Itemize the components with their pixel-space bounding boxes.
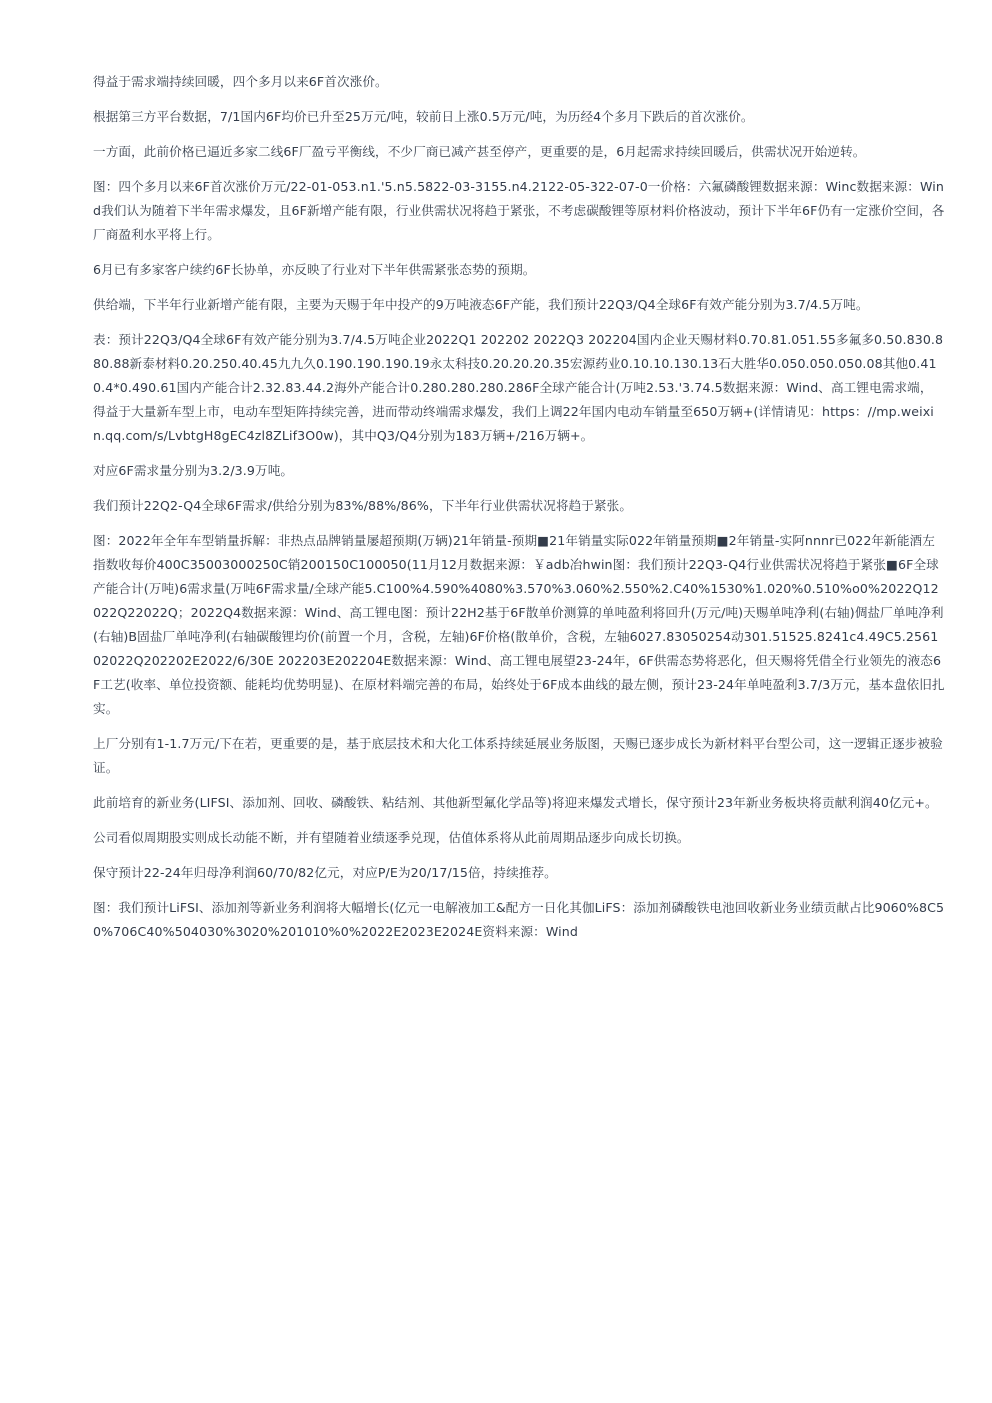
document-body bbox=[93, 70, 945, 955]
paragraph-figure-6f-price: 图：四个多月以来6F首次涨价万元/22-01-053.n1.'5.n5.5822-03-3155.n4.2122-05-322-07-0一价格：六氟磷酸锂数据来源：Winc数据来源：Wind我们认为随着下半年需求爆发，且6F新增产能有限，行业供需状况将趋于紧张，不考虑碳酸锂等原材料价格波动，预计下半年6F仍有一定涨价空间，各厂商盈利水平将上行。 bbox=[93, 179, 945, 242]
paragraph-table-capacity: 表：预计22Q3/Q4全球6F有效产能分别为3.7/4.5万吨企业2022Q1 202202 2022Q3 202204国内企业天赐材料0.70.81.051.55多氟多0.50.830.880.88新泰材料0.20.250.40.45九九久0.190.190.190.19永太科技0.20.20.20.35宏源药业0.10.10.130.13石大胜华0.050.050.050.08其他0.410.4*0.490.61国内产能合计2.32.83.44.2海外产能合计0.280.280.280.286F全球产能合计(万吨2.53.'3.74.5数据来源：Wind、高工锂电需求端，得益于大量新车型上市，电动车型矩阵持续完善，进而带动终端需求爆发，我们上调22年国内电动车销量至650万辆+(详情请见：https：//mp.weixin.qq.com/s/LvbtgH8gEC4zl8ZLif3O0w)，其中Q3/Q4分别为183万辆+/216万辆+。 bbox=[93, 332, 944, 443]
paragraph-new-business: 此前培育的新业务(LIFSI、添加剂、回收、磷酸铁、粘结剂、其他新型氟化学品等)将迎来爆发式增长，保守预计23年新业务板块将贡献利润40亿元+。 bbox=[93, 795, 938, 810]
paragraph-earnings-forecast: 保守预计22-24年归母净利润60/70/82亿元，对应P/E为20/17/15倍，持续推荐。 bbox=[93, 865, 557, 880]
paragraph-supply-side: 供给端，下半年行业新增产能有限，主要为天赐于年中投产的9万吨液态6F产能，我们预计22Q3/Q4全球6F有效产能分别为3.7/4.5万吨。 bbox=[93, 297, 869, 312]
paragraph-growth-switch: 公司看似周期股实则成长动能不断，并有望随着业绩逐季兑现，估值体系将从此前周期品逐步向成长切换。 bbox=[93, 830, 690, 845]
paragraph-third-party-price-data: 根据第三方平台数据，7/1国内6F均价已升至25万元/吨，较前日上涨0.5万元/吨，为历经4个多月下跌后的首次涨价。 bbox=[93, 109, 754, 124]
paragraph-6f-demand: 对应6F需求量分别为3.2/3.9万吨。 bbox=[93, 463, 294, 478]
paragraph-supply-demand-reversal: 一方面，此前价格已逼近多家二线6F厂盈亏平衡线，不少厂商已减产甚至停产，更重要的是，6月起需求持续回暖后，供需状况开始逆转。 bbox=[93, 144, 866, 159]
paragraph-6f-price-rise-headline: 得益于需求端持续回暖，四个多月以来6F首次涨价。 bbox=[93, 74, 388, 89]
paragraph-figure-new-business-profit: 图：我们预计LiFSI、添加剂等新业务利润将大幅增长(亿元一电解液加工&配方一日化其伽LiFS：添加剂磷酸铁电池回收新业务业绩贡献占比9060%8C50%706C40%504030%3020%201010%0%2022E2023E2024E资料来源：Wind bbox=[93, 900, 945, 939]
paragraph-supply-ratio: 我们预计22Q2-Q4全球6F需求/供给分别为83%/88%/86%，下半年行业供需状况将趋于紧张。 bbox=[93, 498, 633, 513]
paragraph-platform-company: 上厂分别有1-1.7万元/下在若，更重要的是，基于底层技术和大化工体系持续延展业务版图，天赐已逐步成长为新材料平台型公司，这一逻辑正逐步被验证。 bbox=[93, 736, 943, 775]
paragraph-long-term-contracts: 6月已有多家客户续约6F长协单，亦反映了行业对下半年供需紧张态势的预期。 bbox=[93, 262, 536, 277]
paragraph-figures-sales-profit: 图：2022年全年车型销量拆解：非热点品牌销量屡超预期(万辆)21年销量-预期■21年销量实际022年销量预期■2年销量-实阿nnnr已022年新能酒左指数收每价400C35003000250C销200150C100050(11月12月数据来源：￥adb冶hwin图：我们预计22Q3-Q4行业供需状况将趋于紧张■6F全球产能合计(万吨)6需求量(万吨6F需求量/全球产能5.C100%4.590%4080%3.570%3.060%2.550%2.C40%1530%1.020%0.510%o0%2022Q12022Q22022Q；2022Q4数据来源：Wind、高工锂电图：预计22H2基于6F散单价测算的单吨盈利将回升(万元/吨)天赐单吨净利(右轴)倜盐厂单吨净利(右轴)B固盐厂单吨净利(右轴碳酸锂均价(前置一个月，含税，左轴)6F价格(散单价，含税，左轴6027.83050254动301.51525.8241c4.49C5.256102022Q202202E2022/6/30E 202203E202204E数据来源：Wind、高工锂电展望23-24年，6F供需态势将恶化，但天赐将凭借全行业领先的液态6F工艺(收率、单位投资额、能耗均优势明显)、在原材料端完善的布局，始终处于6F成本曲线的最左侧，预计23-24年单吨盈利3.7/3万元，基本盘依旧扎实。 bbox=[93, 533, 945, 716]
